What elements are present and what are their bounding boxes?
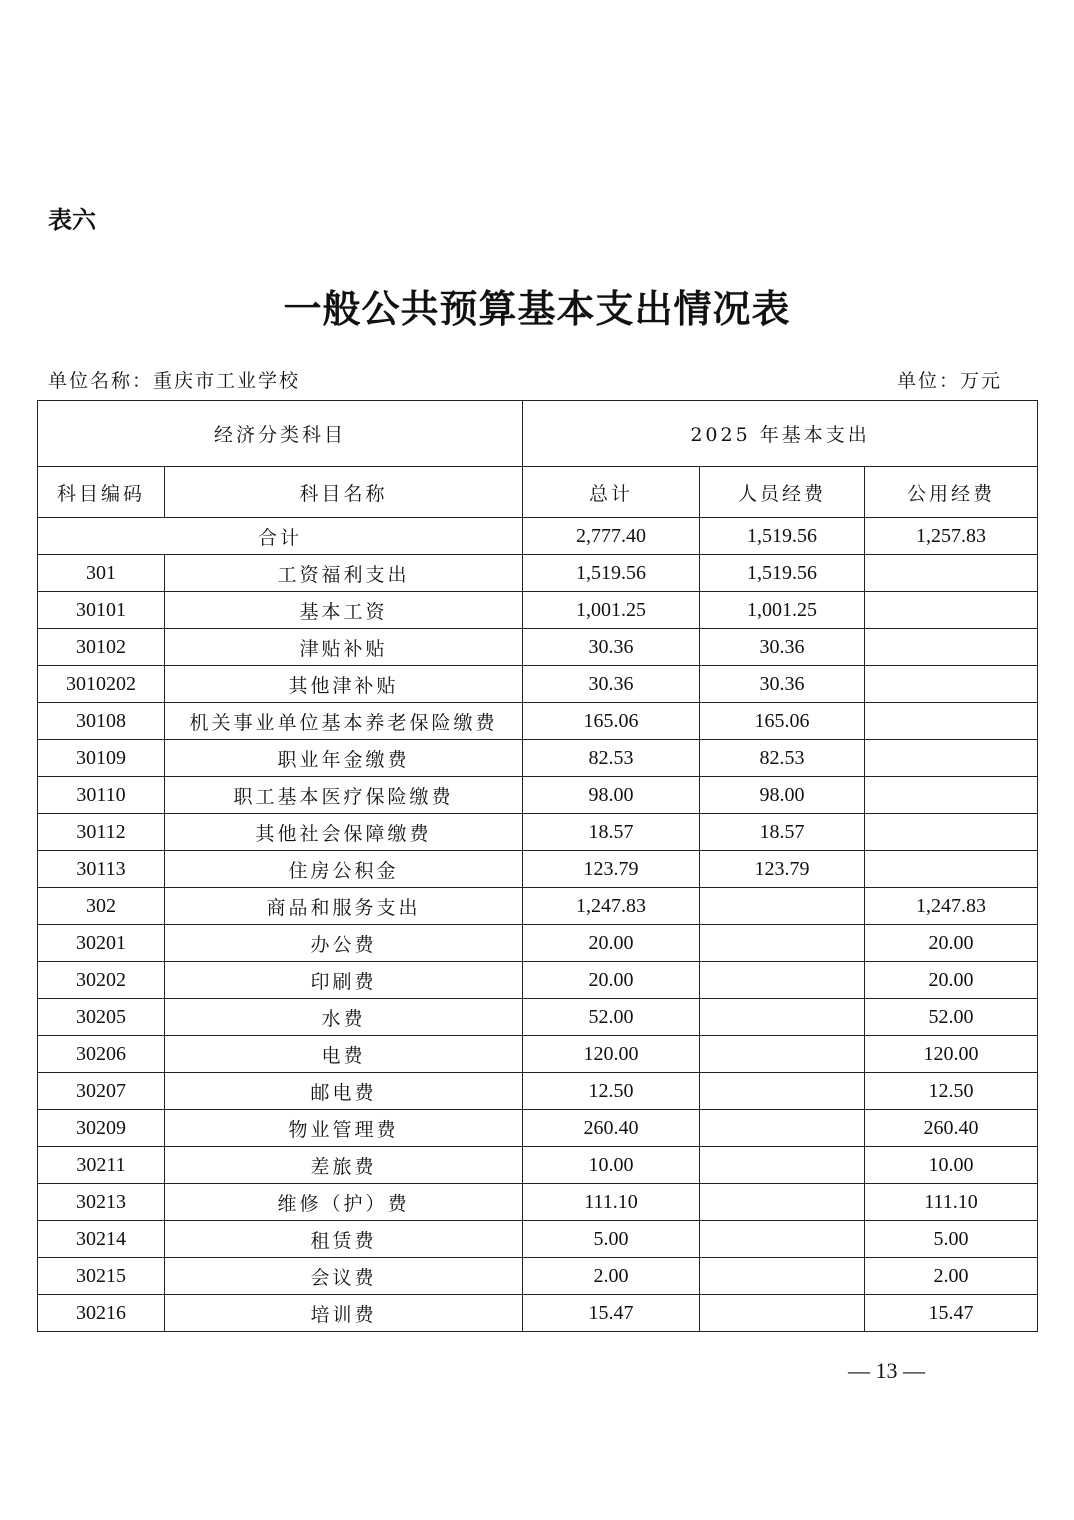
row-personnel [700,1110,865,1147]
row-code: 30213 [38,1184,165,1221]
total-personnel: 1,519.56 [700,518,865,555]
row-total: 82.53 [523,740,700,777]
row-public: 20.00 [865,962,1038,999]
row-total: 165.06 [523,703,700,740]
table-row [38,1147,1038,1184]
table-row [38,1258,1038,1295]
row-public: 5.00 [865,1221,1038,1258]
row-code: 30216 [38,1295,165,1332]
unit-name: 单位名称：重庆市工业学校 [48,370,301,392]
row-code: 30109 [38,740,165,777]
row-total: 1,001.25 [523,592,700,629]
row-code: 30214 [38,1221,165,1258]
row-personnel: 18.57 [700,814,865,851]
budget-table [37,400,1038,1332]
row-code: 302 [38,888,165,925]
row-total: 1,247.83 [523,888,700,925]
row-name: 住房公积金 [165,851,523,888]
row-total: 20.00 [523,925,700,962]
row-personnel [700,1295,865,1332]
header-name: 科目名称 [165,467,523,518]
header-total: 总计 [523,467,700,518]
row-personnel: 30.36 [700,629,865,666]
header-personnel: 人员经费 [700,467,865,518]
table-row [38,1295,1038,1332]
row-code: 30209 [38,1110,165,1147]
row-code: 30110 [38,777,165,814]
row-code: 301 [38,555,165,592]
row-name: 机关事业单位基本养老保险缴费 [165,703,523,740]
row-personnel: 123.79 [700,851,865,888]
row-public: 12.50 [865,1073,1038,1110]
row-personnel: 165.06 [700,703,865,740]
row-code: 30202 [38,962,165,999]
table-row [38,1184,1038,1221]
row-code: 30101 [38,592,165,629]
row-name: 会议费 [165,1258,523,1295]
row-code: 30201 [38,925,165,962]
row-name: 办公费 [165,925,523,962]
row-personnel [700,925,865,962]
table-row [38,888,1038,925]
row-personnel: 1,001.25 [700,592,865,629]
row-name: 邮电费 [165,1073,523,1110]
row-public: 260.40 [865,1110,1038,1147]
row-name: 津贴补贴 [165,629,523,666]
table-row [38,1110,1038,1147]
row-personnel [700,962,865,999]
row-personnel: 82.53 [700,740,865,777]
row-personnel [700,1036,865,1073]
row-personnel: 30.36 [700,666,865,703]
table-row [38,962,1038,999]
row-name: 电费 [165,1036,523,1073]
table-row [38,666,1038,703]
row-code: 30113 [38,851,165,888]
table-row [38,592,1038,629]
row-public [865,703,1038,740]
row-public [865,592,1038,629]
row-personnel [700,999,865,1036]
row-public [865,851,1038,888]
table-row [38,740,1038,777]
row-code: 30205 [38,999,165,1036]
row-personnel [700,1184,865,1221]
row-name: 水费 [165,999,523,1036]
total-public: 1,257.83 [865,518,1038,555]
row-personnel [700,1147,865,1184]
row-personnel [700,888,865,925]
row-name: 物业管理费 [165,1110,523,1147]
row-name: 其他津补贴 [165,666,523,703]
row-total: 120.00 [523,1036,700,1073]
row-public: 2.00 [865,1258,1038,1295]
header-row-columns [38,467,1038,518]
row-public: 120.00 [865,1036,1038,1073]
row-code: 30211 [38,1147,165,1184]
header-public: 公用经费 [865,467,1038,518]
table-row [38,629,1038,666]
row-name: 印刷费 [165,962,523,999]
row-total: 18.57 [523,814,700,851]
row-code: 30108 [38,703,165,740]
page-title: 一般公共预算基本支出情况表 [283,286,791,331]
table-row [38,851,1038,888]
total-label: 合计 [38,518,523,555]
row-code: 30112 [38,814,165,851]
row-total: 30.36 [523,629,700,666]
row-total: 111.10 [523,1184,700,1221]
row-code: 30215 [38,1258,165,1295]
row-public: 52.00 [865,999,1038,1036]
page-number: — 13 — [848,1358,925,1383]
row-total: 1,519.56 [523,555,700,592]
row-code: 3010202 [38,666,165,703]
row-total: 260.40 [523,1110,700,1147]
row-code: 30102 [38,629,165,666]
row-public [865,629,1038,666]
row-name: 职业年金缴费 [165,740,523,777]
row-total: 2.00 [523,1258,700,1295]
table-label: 表六 [48,206,96,234]
row-name: 商品和服务支出 [165,888,523,925]
row-total: 15.47 [523,1295,700,1332]
unit-label: 单位：万元 [896,370,1002,392]
table-row [38,999,1038,1036]
row-total: 12.50 [523,1073,700,1110]
table-row [38,814,1038,851]
row-code: 30207 [38,1073,165,1110]
header-row-group [38,401,1038,467]
row-name: 工资福利支出 [165,555,523,592]
row-personnel: 98.00 [700,777,865,814]
row-total: 5.00 [523,1221,700,1258]
row-name: 职工基本医疗保险缴费 [165,777,523,814]
row-public: 20.00 [865,925,1038,962]
total-row [38,518,1038,555]
row-public [865,666,1038,703]
row-personnel: 1,519.56 [700,555,865,592]
row-total: 30.36 [523,666,700,703]
header-budget-group: 2025 年基本支出 [523,401,1038,467]
row-public [865,777,1038,814]
row-total: 10.00 [523,1147,700,1184]
row-personnel [700,1221,865,1258]
row-public: 15.47 [865,1295,1038,1332]
row-total: 98.00 [523,777,700,814]
row-total: 123.79 [523,851,700,888]
row-personnel [700,1258,865,1295]
row-name: 培训费 [165,1295,523,1332]
table-row [38,1221,1038,1258]
table-row [38,1073,1038,1110]
table-row [38,1036,1038,1073]
row-name: 差旅费 [165,1147,523,1184]
row-public [865,740,1038,777]
row-public [865,555,1038,592]
table-row [38,925,1038,962]
row-public [865,814,1038,851]
row-name: 维修（护）费 [165,1184,523,1221]
header-code: 科目编码 [38,467,165,518]
row-code: 30206 [38,1036,165,1073]
row-personnel [700,1073,865,1110]
row-total: 20.00 [523,962,700,999]
row-public: 10.00 [865,1147,1038,1184]
row-name: 其他社会保障缴费 [165,814,523,851]
total-total: 2,777.40 [523,518,700,555]
header-category-group: 经济分类科目 [38,401,523,467]
row-name: 租赁费 [165,1221,523,1258]
row-name: 基本工资 [165,592,523,629]
row-public: 1,247.83 [865,888,1038,925]
row-public: 111.10 [865,1184,1038,1221]
table-row [38,777,1038,814]
table-row [38,555,1038,592]
row-total: 52.00 [523,999,700,1036]
table-row [38,703,1038,740]
